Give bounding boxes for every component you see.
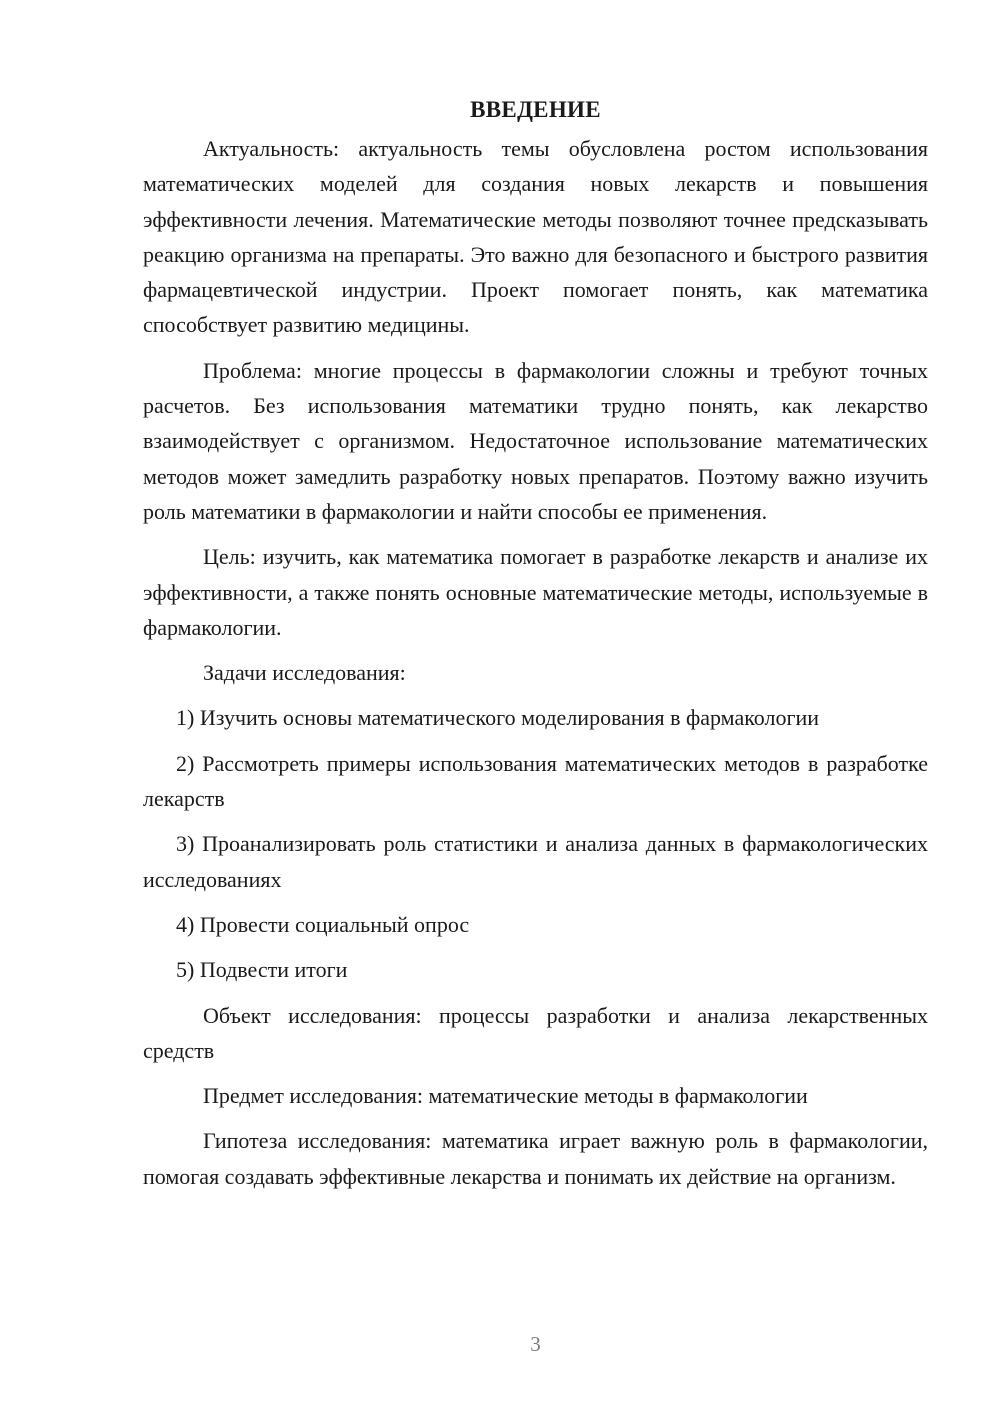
paragraph-hypothesis: Гипотеза исследования: математика играет важную роль в фармакологии, помогая создавать эффективные лекарства и понимать их действие на организм. xyxy=(143,1128,928,1189)
list-item: 3) Проанализировать роль статистики и анализа данных в фармакологических исследованиях xyxy=(143,831,928,892)
paragraph-object: Объект исследования: процессы разработки и анализа лекарственных средств xyxy=(143,1002,928,1063)
list-item: 1) Изучить основы математического моделирования в фармакологии xyxy=(176,705,820,731)
page-number: 3 xyxy=(530,1332,541,1356)
paragraph-problem: Проблема: многие процессы в фармакологии сложны и требуют точных расчетов. Без использования математики трудно понять, как лекарство взаимодействует с организмом. Недостаточное использование математических методов может замедлить разработку новых препаратов. Поэтому важно изучить роль математики в фармакологии и найти способы ее применения. xyxy=(143,357,928,524)
tasks-heading: Задачи исследования: xyxy=(203,660,406,686)
list-item: 5) Подвести итоги xyxy=(176,957,348,983)
paragraph-goal: Цель: изучить, как математика помогает в разработке лекарств и анализе их эффективности, а также понять основные математические методы, используемые в фармакологии. xyxy=(143,544,928,640)
document-page xyxy=(143,92,928,1204)
paragraph-relevance: Актуальность: актуальность темы обусловлена ростом использования математических моделей для создания новых лекарств и повышения эффективности лечения. Математические методы позволяют точнее предсказывать реакцию организма на препараты. Это важно для безопасного и быстрого развития фармацевтической индустрии. Проект помогает понять, как математика способствует развитию медицины. xyxy=(143,136,928,338)
tasks-list xyxy=(143,700,928,987)
paragraph-subject: Предмет исследования: математические методы в фармакологии xyxy=(203,1083,808,1109)
page-title: ВВЕДЕНИЕ xyxy=(470,97,601,122)
list-item: 4) Провести социальный опрос xyxy=(176,911,470,937)
list-item: 2) Рассмотреть примеры использования математических методов в разработке лекарств xyxy=(143,750,928,812)
